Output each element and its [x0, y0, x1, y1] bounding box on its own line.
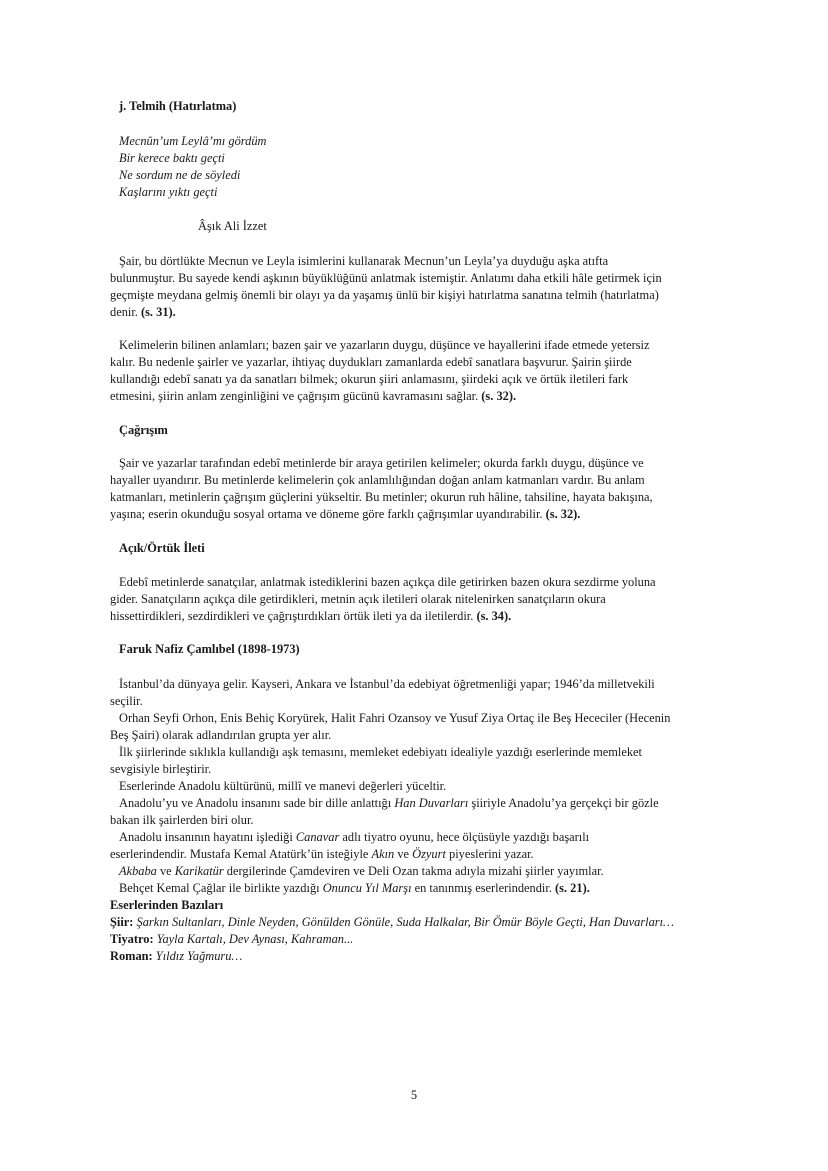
text-line: hissettirdikleri, sezdirdikleri ve çağrıştırdıkları örtük ileti ya da iletilerdir. — [110, 609, 474, 623]
text-line — [119, 880, 723, 897]
works-list: Şarkın Sultanları, Dinle Neyden, Gönülden Gönüle, Suda Halkalar, Bir Ömür Böyle Geçti, Han Duvarları… — [136, 915, 675, 929]
text-line: denir. — [110, 305, 138, 319]
text-line: Edebî metinlerde sanatçılar, anlatmak istediklerini bazen açıkça dile getirirken bazen okura sezdirme yoluna — [119, 575, 656, 589]
work-title: Akbaba — [119, 864, 157, 878]
text-span: Behçet Kemal Çağlar ile birlikte yazdığı — [119, 881, 320, 895]
text-line: bakan ilk şairlerden biri olur. — [110, 813, 254, 827]
biography — [110, 676, 723, 965]
text-line: Şair ve yazarlar tarafından edebî metinlerde bir araya getirilen kelimeler; okurda farklı duygu, düşünce ve — [119, 456, 644, 470]
text-line: yaşına; eserin okunduğu sosyal ortama ve döneme göre farklı çağrışımlar uyandırabilir. — [110, 507, 543, 521]
text-line — [119, 795, 723, 812]
text-line: etmesini, şiirin anlam zenginliğini ve çağrışım gücünü kavramasını sağlar. — [110, 389, 479, 403]
paragraph-cagrisim — [110, 455, 723, 523]
text-line: geçmişte meydana gelmiş önemli bir olayı ya da yaşamış ünlü bir kişiyi hatırlatma sanatına telmih (hatırlatma) — [110, 288, 659, 302]
works-label: Roman: — [110, 949, 153, 963]
text-line: hayaller uyandırır. Bu metinlerde kelimelerin çok anlamlılığından doğan anlam katmanları vardır. Bu anlam — [110, 473, 645, 487]
text-span: adlı tiyatro oyunu, hece ölçüsüyle yazdığı başarılı — [342, 830, 590, 844]
poem-line: Bir kerece baktı geçti — [119, 151, 225, 165]
work-title: Onuncu Yıl Marşı — [322, 881, 412, 895]
text-line — [119, 829, 723, 846]
work-title: Akın — [371, 847, 395, 861]
text-line: kalır. Bu nedenle şairler ve yazarlar, ihtiyaç duydukları zamanlarda edebî sanatlara başvurur. Şairin şiirde — [110, 355, 632, 369]
section-heading-ileti: Açık/Örtük İleti — [119, 541, 205, 555]
text-span: şiiriyle Anadolu’ya gerçekçi bir gözle — [471, 796, 659, 810]
work-title: Canavar — [295, 830, 340, 844]
poem-author: Âşık Ali İzzet — [198, 219, 267, 233]
text-line: Kelimelerin bilinen anlamları; bazen şair ve yazarların duygu, düşünce ve hayallerini ifade etmede yetersiz — [119, 338, 650, 352]
text-span: en tanınmış eserlerindendir. — [414, 881, 552, 895]
page-reference: (s. 31). — [140, 305, 176, 319]
text-line: seçilir. — [110, 694, 143, 708]
text-line: gider. Sanatçıların açıkça dile getirdikleri, metnin açık iletileri olarak nitelenirken sanatçıların okura — [110, 592, 606, 606]
works-label: Tiyatro: — [110, 932, 154, 946]
text-line: bulunmuştur. Bu sayede kendi aşkının büyüklüğünü anlatmak istemiştir. Anlatımı daha etkili hâle getirmek için — [110, 271, 662, 285]
section-heading-faruk-nafiz: Faruk Nafiz Çamlıbel (1898-1973) — [119, 642, 300, 656]
text-line — [119, 863, 723, 880]
paragraph-ileti — [110, 574, 723, 625]
text-span: eserlerindendir. Mustafa Kemal Atatürk’ün isteğiyle — [110, 847, 369, 861]
poem-line: Ne sordum ne de söyledi — [119, 168, 241, 182]
work-title: Han Duvarları — [394, 796, 469, 810]
text-line: Şair, bu dörtlükte Mecnun ve Leyla isimlerini kullanarak Mecnun’un Leyla’ya duyduğu aşka atıfta — [119, 254, 609, 268]
page-reference: (s. 21). — [555, 881, 590, 895]
text-span: Anadolu’yu ve Anadolu insanını sade bir dille anlattığı — [119, 796, 392, 810]
text-line: kullandığı edebî sanatı ya da sanatları bilmek; okurun şiiri anlamasını, şiirdeki açık ve örtük iletileri fark — [110, 372, 629, 386]
works-theatre — [110, 931, 723, 948]
text-span: Anadolu insanının hayatını işlediği — [119, 830, 293, 844]
text-line: İstanbul’da dünyaya gelir. Kayseri, Ankara ve İstanbul’da edebiyat öğretmenliği yapar; 1946’da milletvekili — [119, 677, 655, 691]
works-heading: Eserlerinden Bazıları — [110, 898, 224, 912]
works-poetry — [110, 914, 723, 931]
text-line: sevgisiyle birleştirir. — [110, 762, 212, 776]
poem-line: Mecnûn’um Leylâ’mı gördüm — [119, 134, 267, 148]
page-reference: (s. 32). — [545, 507, 581, 521]
text-span: dergilerinde Çamdeviren ve Deli Ozan takma adıyla mizahi şiirler yayımlar. — [226, 864, 604, 878]
paragraph-telmih — [110, 253, 723, 321]
text-span: ve — [397, 847, 410, 861]
poem — [119, 133, 723, 201]
text-line: Orhan Seyfi Orhon, Enis Behiç Koryürek, Halit Fahri Ozansoy ve Yusuf Ziya Ortaç ile Beş Hececiler (Hecenin — [119, 711, 671, 725]
text-line: Beş Şairi) olarak adlandırılan grupta yer alır. — [110, 728, 332, 742]
section-heading-cagrisim: Çağrışım — [119, 423, 168, 437]
paragraph-kelimeler — [110, 337, 723, 405]
works-list: Yıldız Yağmuru… — [155, 949, 243, 963]
section-heading-telmih: j. Telmih (Hatırlatma) — [119, 99, 237, 113]
page-reference: (s. 32). — [481, 389, 517, 403]
text-line: Eserlerinde Anadolu kültürünü, millî ve manevi değerleri yüceltir. — [119, 779, 447, 793]
work-title: Karikatür — [174, 864, 224, 878]
text-span: piyeslerini yazar. — [449, 847, 534, 861]
poem-line: Kaşlarını yıktı geçti — [119, 185, 218, 199]
works-novel — [110, 948, 723, 965]
text-span: ve — [159, 864, 172, 878]
text-line: katmanları, metinlerin çağrışım güçlerini yükseltir. Bu metinler; okurun ruh hâline, tahsiline, hayata bakışına, — [110, 490, 653, 504]
text-line: İlk şiirlerinde sıklıkla kullandığı aşk temasını, memleket edebiyatı idealiyle yazdığı eserlerinde memleket — [119, 745, 642, 759]
page-reference: (s. 34). — [476, 609, 512, 623]
text-line — [110, 846, 723, 863]
works-label: Şiir: — [110, 915, 134, 929]
page-number: 5 — [410, 1088, 418, 1102]
work-title: Özyurt — [412, 847, 446, 861]
works-list: Yayla Kartalı, Dev Aynası, Kahraman... — [156, 932, 354, 946]
